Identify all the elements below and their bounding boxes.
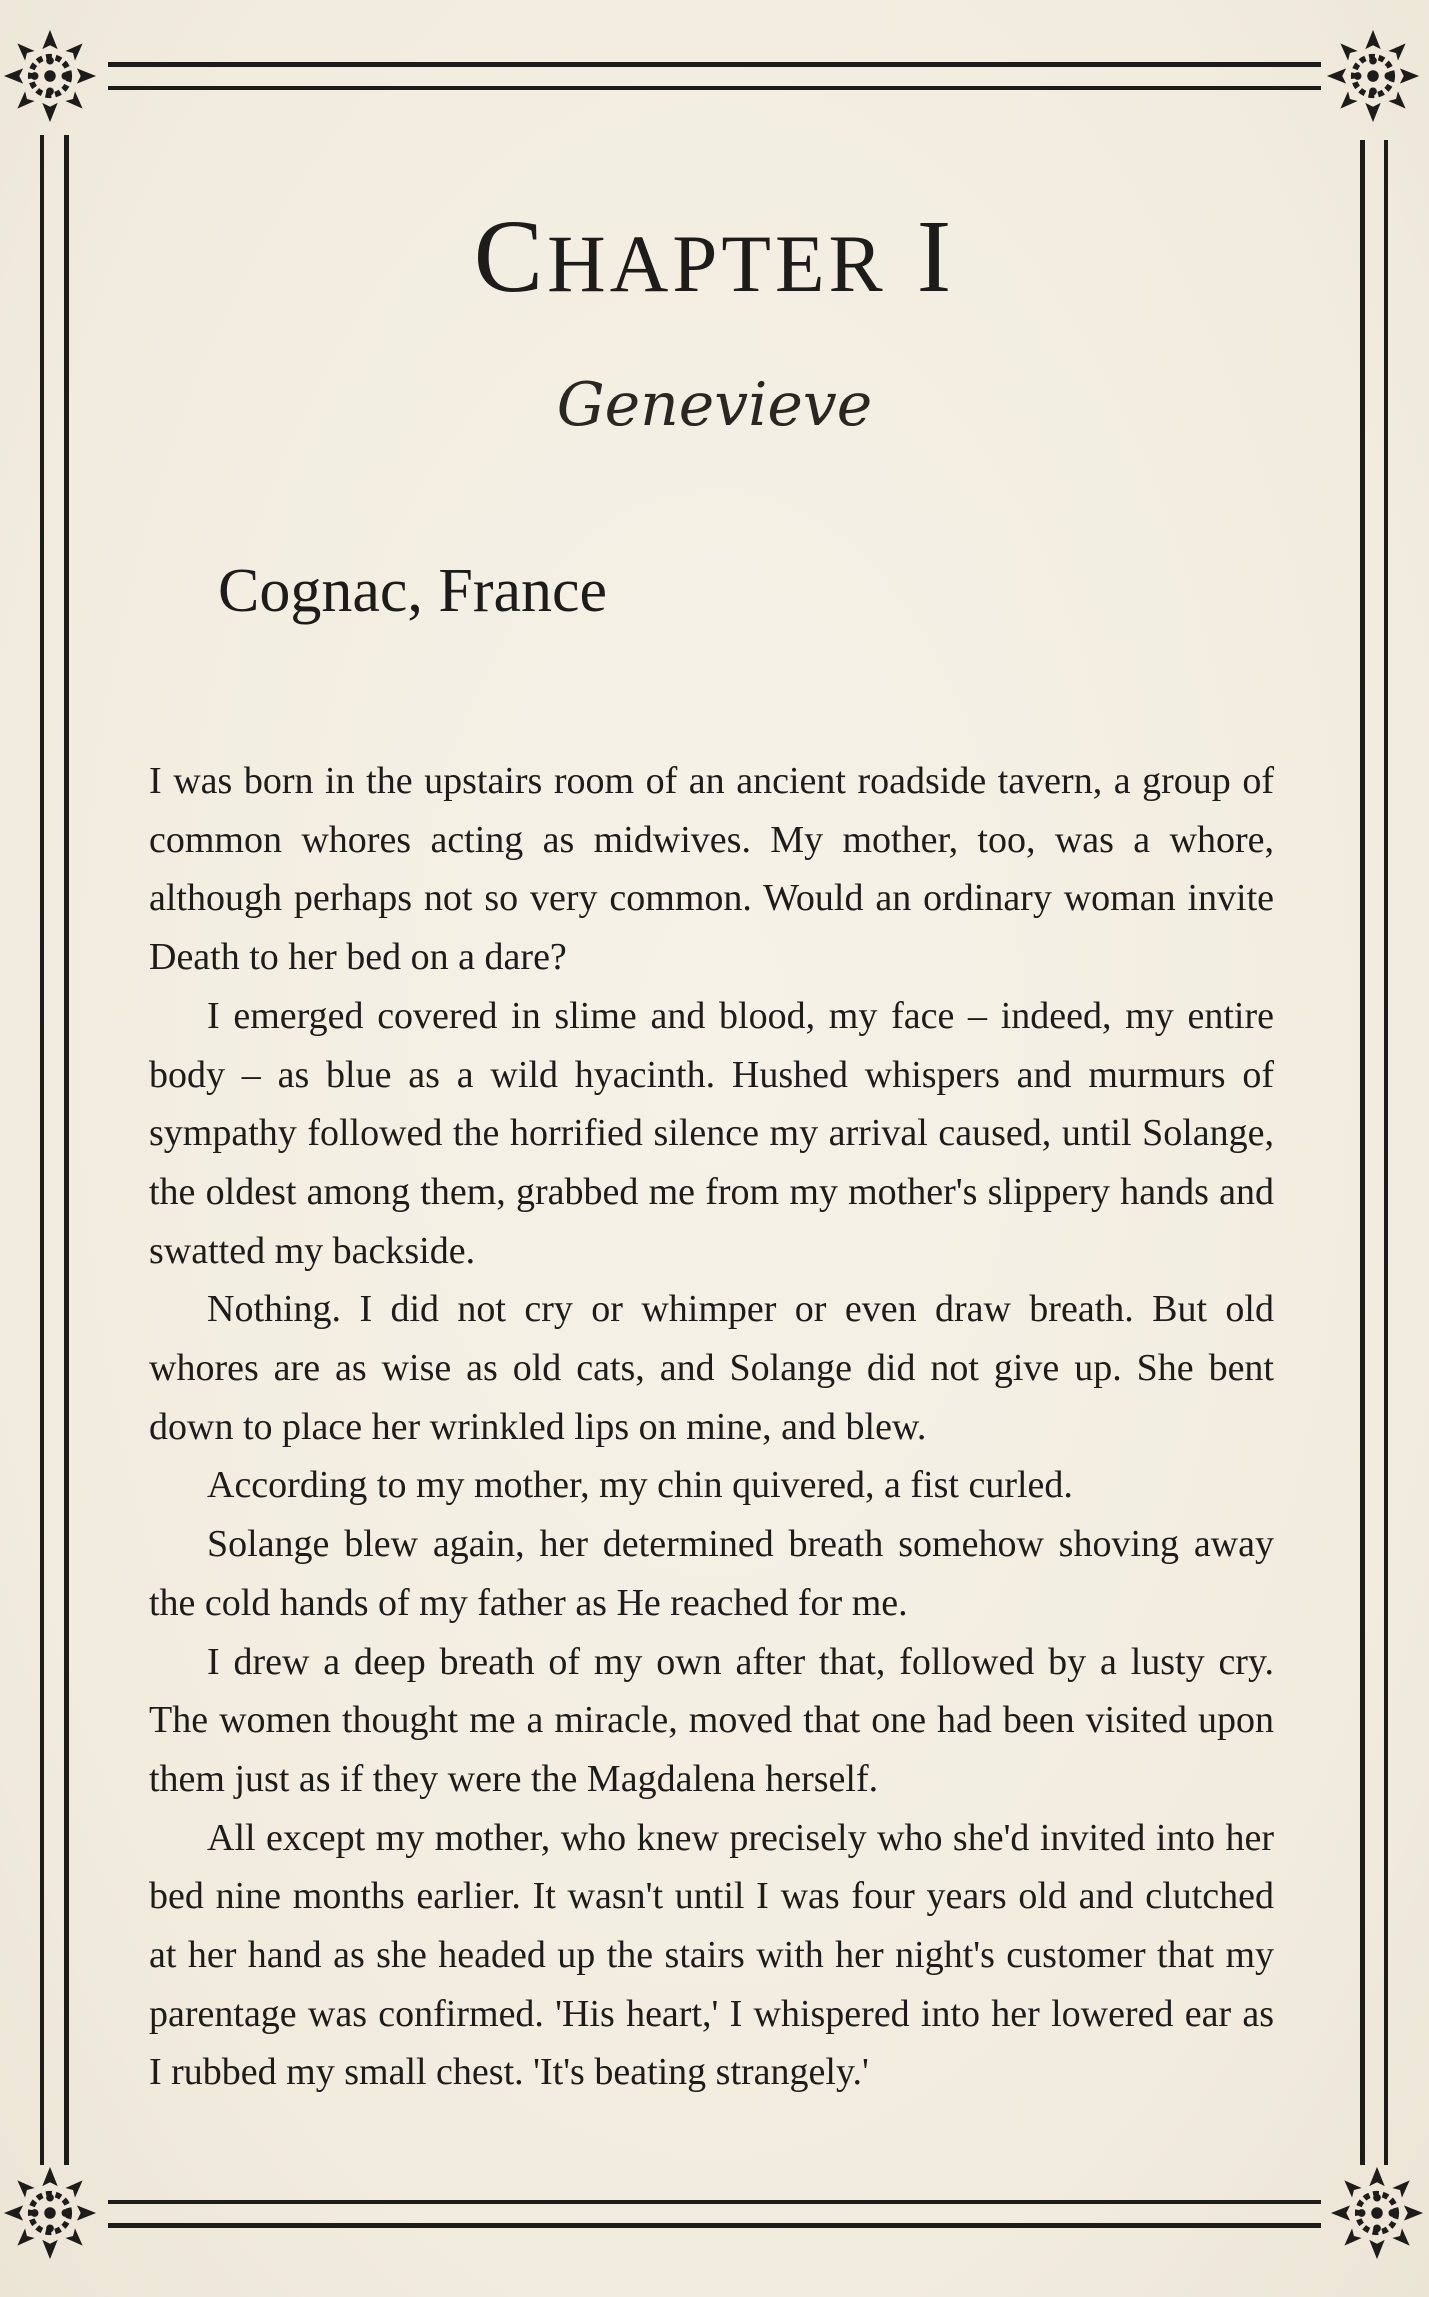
paragraph-4: According to my mother, my chin quivered, a fist curled.	[207, 1464, 1073, 1507]
bottom-border-line-inner	[108, 2200, 1321, 2204]
chapter-title-word: HAPTER	[547, 219, 887, 309]
left-border-line-outer	[40, 135, 44, 2165]
paragraph-6: I drew a deep breath of my own after that, followed by a lusty cry. The women thought me a miracle, moved that one had been visited upon them just as if they were the Magdalena herself.	[149, 1640, 1274, 1800]
paragraph-3: Nothing. I did not cry or whimper or even draw breath. But old whores are as wise as old cats, and Solange did not give up. She bent down to place her wrinkled lips on mine, and blew.	[149, 1288, 1274, 1448]
corner-ornament-bottom-left-icon	[2, 2165, 98, 2261]
bottom-border-line-outer	[108, 2223, 1321, 2228]
location-heading: Cognac, France	[218, 557, 608, 625]
top-border-line-outer	[108, 62, 1321, 67]
chapter-title	[0, 199, 1429, 314]
corner-ornament-top-left-icon	[2, 28, 98, 124]
chapter-title-initial: C	[473, 199, 548, 314]
chapter-body	[149, 752, 1274, 2102]
narrator-name: Genevieve	[556, 370, 873, 440]
right-border-line-inner	[1360, 140, 1365, 2165]
paragraph-5: Solange blew again, her determined breath somehow shoving away the cold hands of my father as He reached for me.	[149, 1523, 1274, 1624]
corner-ornament-top-right-icon	[1325, 28, 1421, 124]
corner-ornament-bottom-right-icon	[1329, 2165, 1425, 2261]
paragraph-1: I was born in the upstairs room of an ancient roadside tavern, a group of common whores acting as midwives. My mother, too, was a whore, although perhaps not so very common. Would an ordinary woman invite Death to her bed on a dare?	[149, 760, 1274, 979]
paragraph-2: I emerged covered in slime and blood, my face – indeed, my entire body – as blue as a wild hyacinth. Hushed whispers and murmurs of sympathy followed the horrified silence my arrival caused, until Solange, the oldest among them, grabbed me from my mother's slippery hands and swatted my backside.	[149, 994, 1274, 1272]
paragraph-7: All except my mother, who knew precisely who she'd invited into her bed nine months earlier. It wasn't until I was four years old and clutched at her hand as she headed up the stairs with her night's customer that my parentage was confirmed. 'His heart,' I whispered into her lowered ear as I rubbed my small chest. 'It's beating strangely.'	[149, 1816, 1274, 2094]
chapter-number: I	[916, 199, 956, 314]
left-border-line-inner	[64, 135, 69, 2165]
right-border-line-outer	[1384, 140, 1388, 2165]
top-border-line-inner	[108, 86, 1321, 90]
